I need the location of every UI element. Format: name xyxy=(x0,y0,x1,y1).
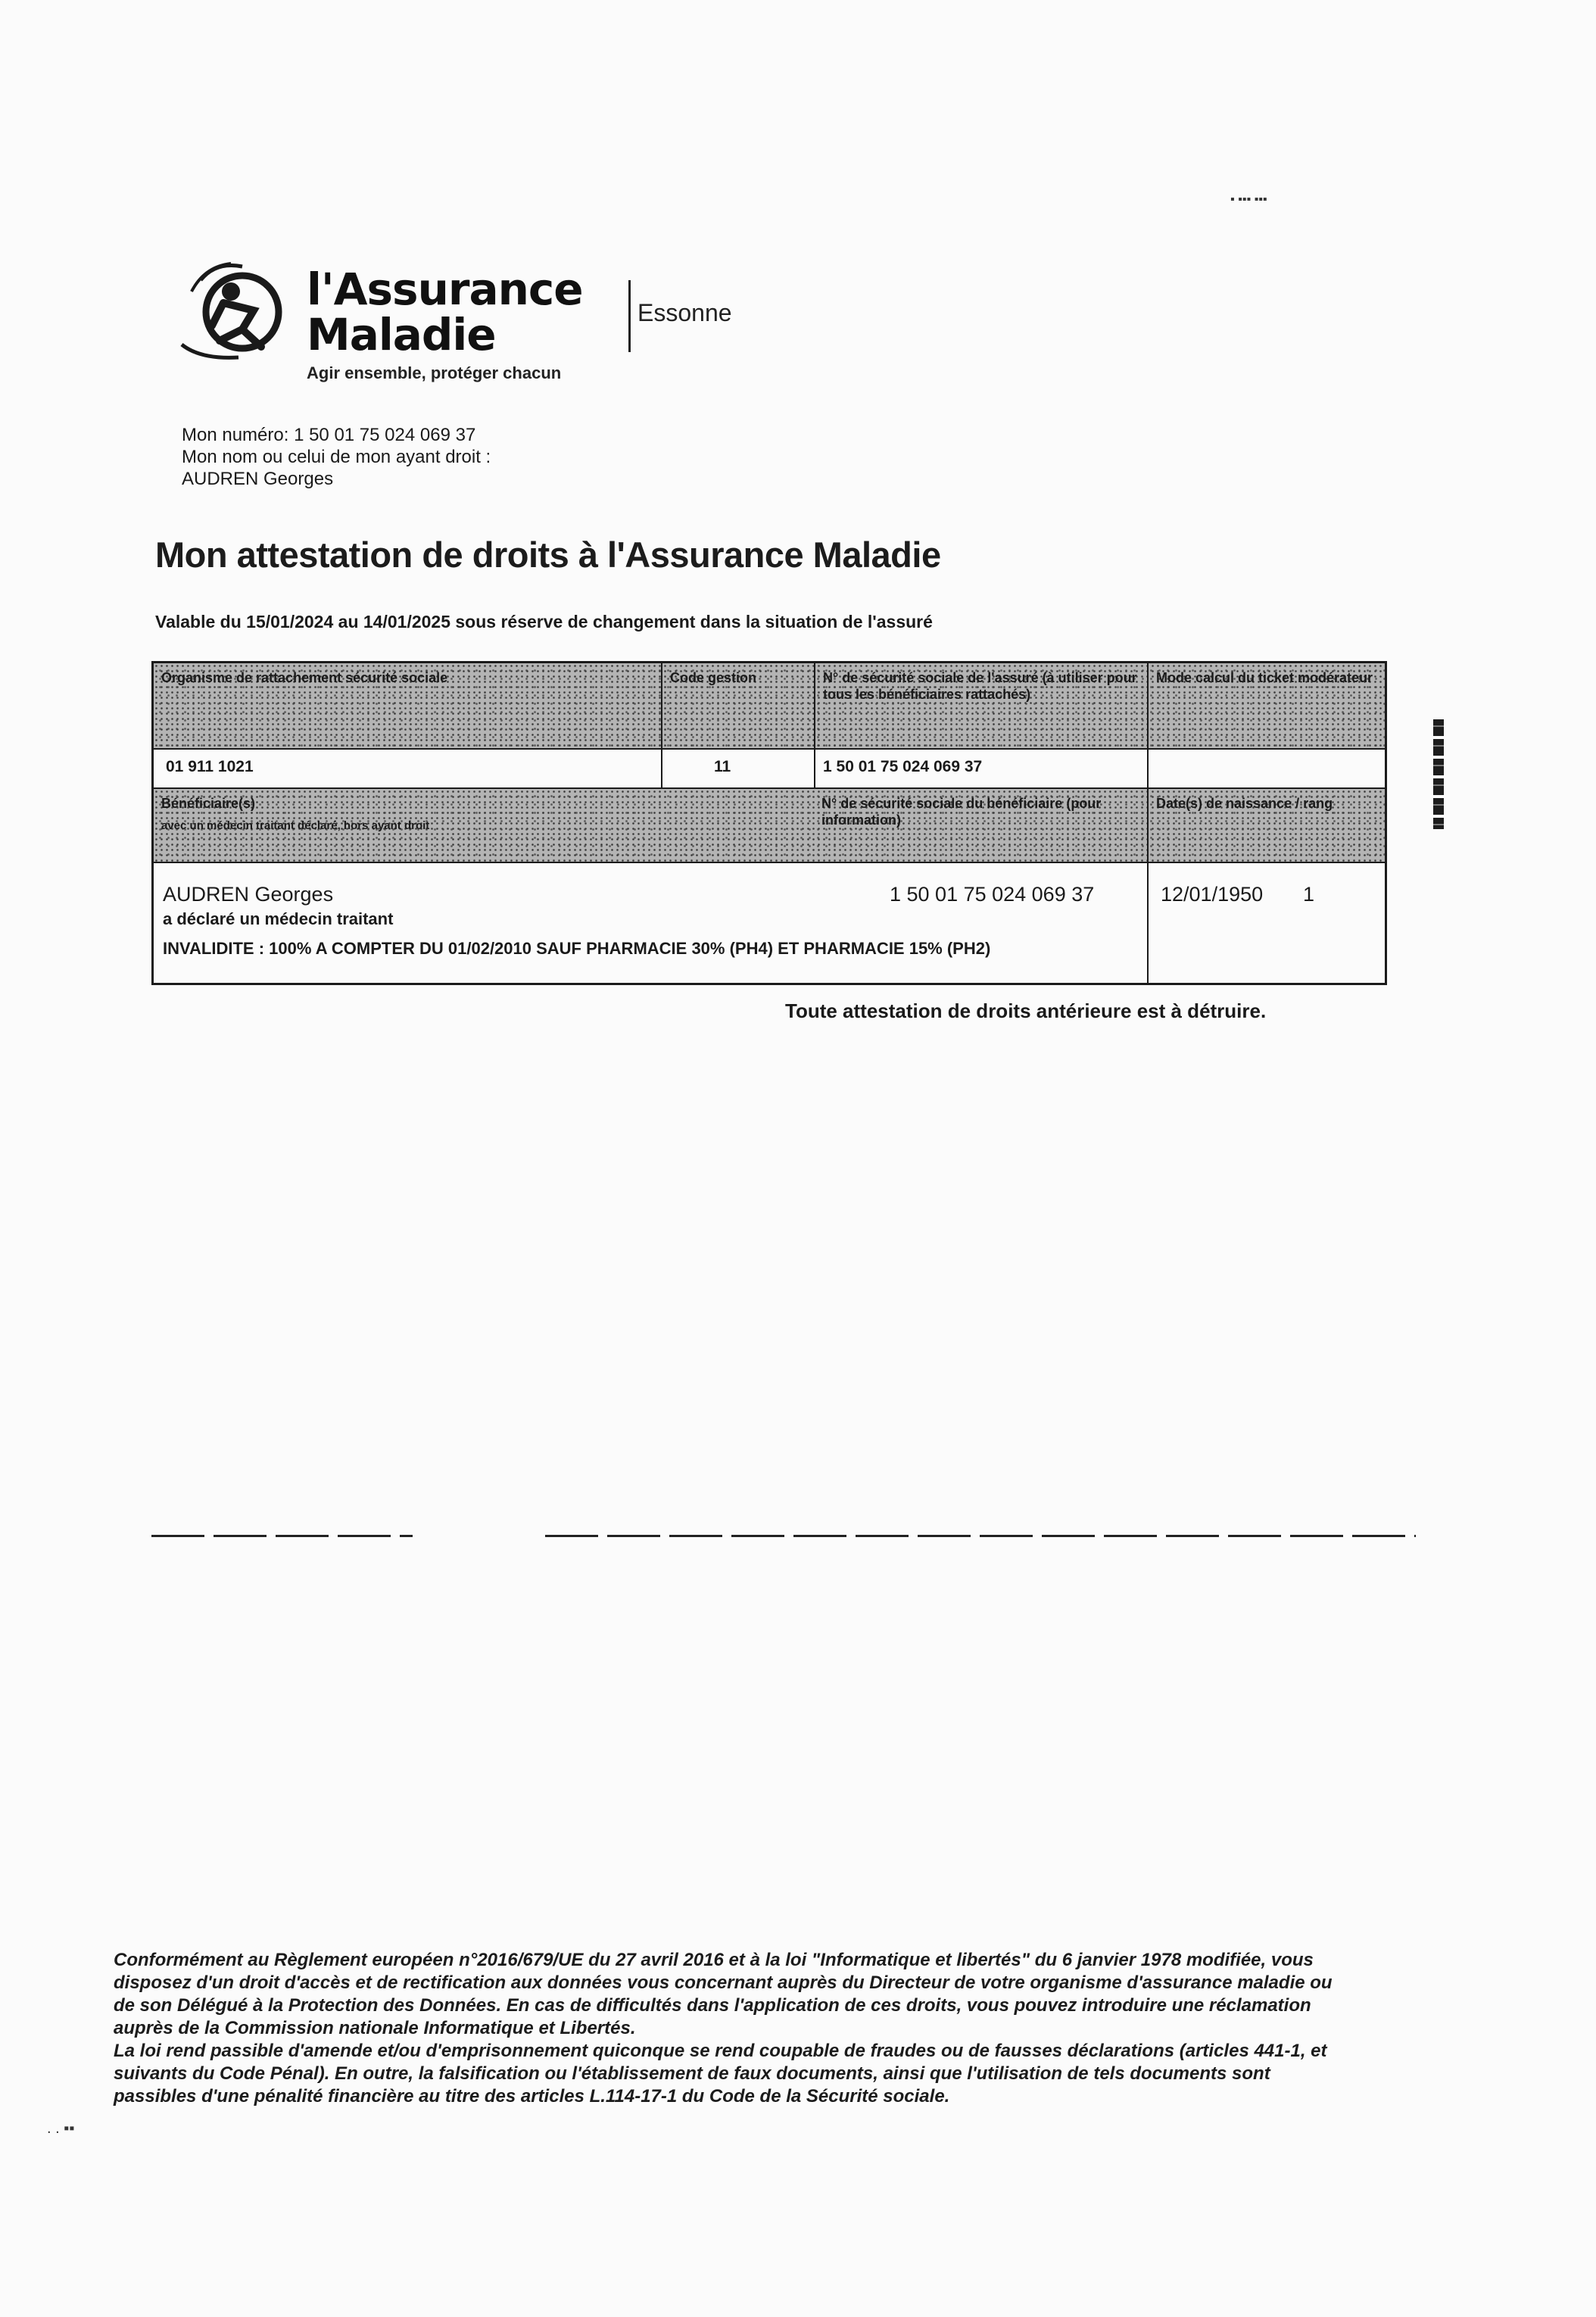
cell-num-assure: 1 50 01 75 024 069 37 xyxy=(823,758,983,775)
header-organisme: Organisme de rattachement sécurité sociale xyxy=(161,670,448,685)
corner-mark: ▪ ▪▪▪ ▪▪▪ xyxy=(1230,193,1267,206)
rights-table xyxy=(151,661,1387,985)
dashed-separator-left xyxy=(151,1535,413,1537)
header-num-assure: N° de sécurité sociale de l'assuré (à utiliser pour tous les bénéficiaires rattachés) xyxy=(823,670,1137,702)
validity-period: Valable du 15/01/2024 au 14/01/2025 sous réserve de changement dans la situation de l'assuré xyxy=(155,612,933,631)
name-label: Mon nom ou celui de mon ayant droit : xyxy=(182,447,491,467)
beneficiary-name: AUDREN Georges xyxy=(163,883,334,906)
beneficiary-rank: 1 xyxy=(1303,883,1315,906)
beneficiary-num: 1 50 01 75 024 069 37 xyxy=(890,883,1095,906)
department-divider xyxy=(628,280,631,352)
header-code-gestion: Code gestion xyxy=(670,670,757,685)
legal-notice xyxy=(114,1949,1355,2108)
header-mode-calcul: Mode calcul du ticket modérateur xyxy=(1156,670,1373,685)
header-num-beneficiaire: N° de sécurité sociale du bénéficiaire (pour information) xyxy=(821,796,1102,828)
legal-paragraph-gdpr: Conformément au Règlement européen n°2016/679/UE du 27 avril 2016 et à la loi "Informatique et libertés" du 6 janvier 1978 modifiée, vous disposez d'un droit d'accès et de rectification aux données vous concernant auprès du Directeur de votre organisme d'assurance maladie ou de son Délégué à la Protection des Données. En cas de difficultés dans l'application de ces droits, vous pouvez introduire une réclamation auprès de la Commission nationale Informatique et Libertés. xyxy=(114,1950,1333,2038)
logo-tagline: Agir ensemble, protéger chacun xyxy=(307,363,562,382)
insured-number: Mon numéro: 1 50 01 75 024 069 37 xyxy=(182,425,476,445)
cell-code-gestion: 11 xyxy=(714,758,731,775)
department-name: Essonne xyxy=(637,299,732,326)
logo-line-2: Maladie xyxy=(307,309,496,360)
assurance-maladie-logo xyxy=(170,250,625,386)
coverage-text: INVALIDITE : 100% A COMPTER DU 01/02/2010 SAUF PHARMACIE 30% (PH4) ET PHARMACIE 15% (PH2) xyxy=(163,939,991,958)
side-barcode-mark xyxy=(1433,719,1444,829)
destroy-notice: Toute attestation de droits antérieure est à détruire. xyxy=(785,999,1267,1022)
legal-paragraph-fraud: La loi rend passible d'amende et/ou d'emprisonnement quiconque se rend coupable de fraudes ou de fausses déclarations (articles 441-1, et suivants du Code Pénal). En outre, la falsification ou l'établissement de faux documents, ainsi que l'utilisation de tels documents sont passibles d'une pénalité financière au titre des articles L.114-17-1 du Code de la Sécurité sociale. xyxy=(114,2041,1327,2107)
header-date-naissance: Date(s) de naissance / rang xyxy=(1156,796,1333,811)
logo-emblem-icon xyxy=(170,257,299,363)
dashed-separator-right xyxy=(545,1535,1416,1537)
beneficiary-birthdate: 12/01/1950 xyxy=(1161,883,1264,906)
page-title: Mon attestation de droits à l'Assurance Maladie xyxy=(155,535,941,575)
cell-organisme: 01 911 1021 xyxy=(166,758,254,775)
beneficiary-medecin: a déclaré un médecin traitant xyxy=(163,909,394,928)
footer-mark: . . ▪▪ xyxy=(47,2120,75,2137)
identity-block xyxy=(182,424,491,490)
logo-line-1: l'Assurance xyxy=(307,264,583,315)
header-beneficiaire: Bénéficiaire(s) avec un médecin traitant déclaré, hors ayant droit xyxy=(161,796,430,832)
insured-name: AUDREN Georges xyxy=(182,469,334,489)
